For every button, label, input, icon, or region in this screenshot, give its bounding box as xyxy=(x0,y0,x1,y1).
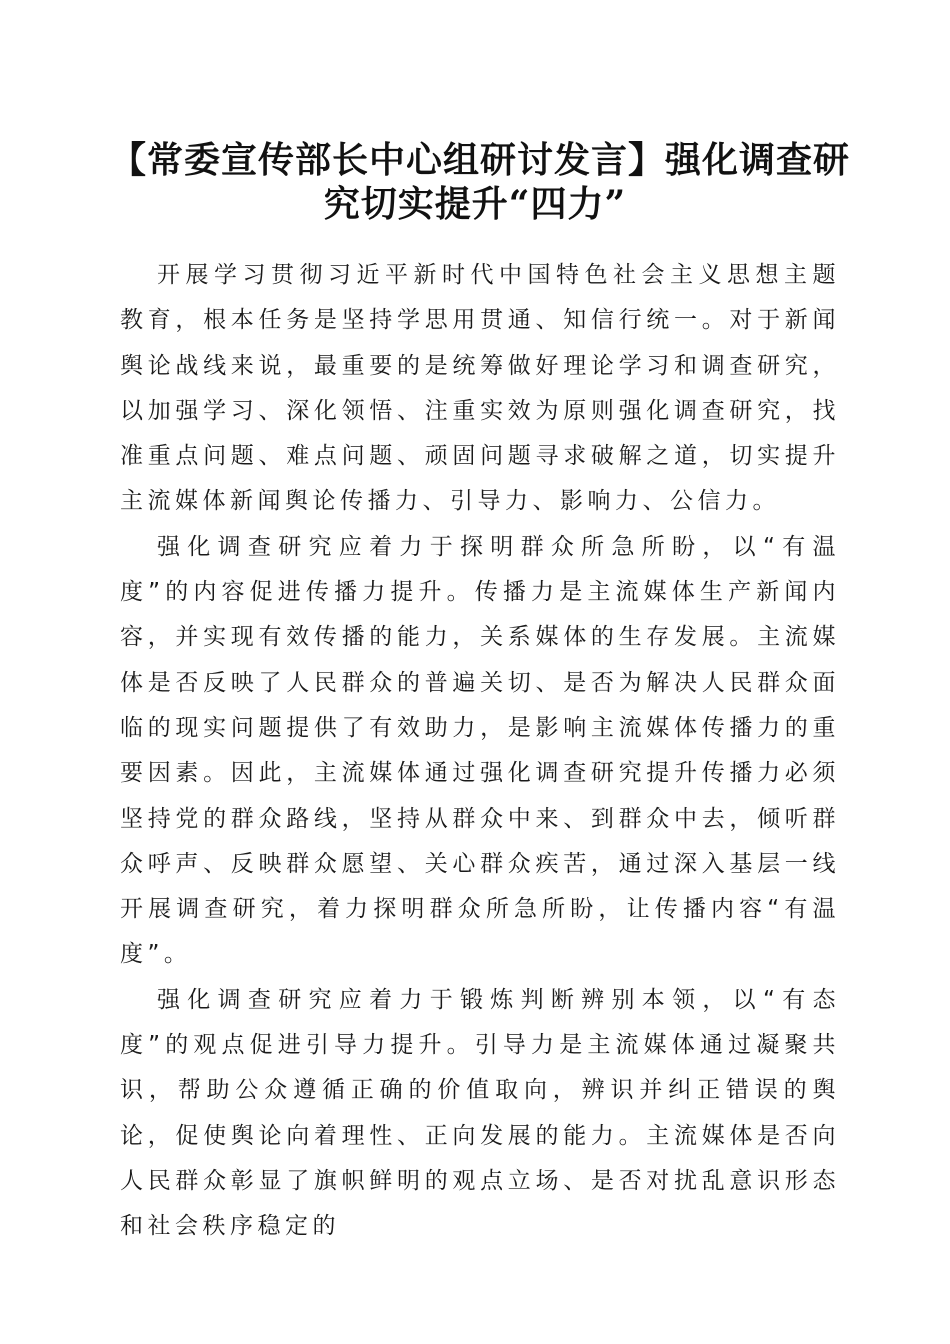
document-title xyxy=(110,138,851,226)
paragraph-2: 强化调查研究应着力于探明群众所急所盼，以“有温度”的内容促进传播力提升。传播力是主流媒体生产新闻内容，并实现有效传播的能力，关系媒体的生存发展。主流媒体是否反映了人民群众的普遍关切、是否为解决人民群众面临的现实问题提供了有效助力，是影响主流媒体传播力的重要因素。因此，主流媒体通过强化调查研究提升传播力必须坚持党的群众路线，坚持从群众中来、到群众中去，倾听群众呼声、反映群众愿望、关心群众疾苦，通过深入基层一线开展调查研究，着力探明群众所急所盼，让传播内容“有温度”。 xyxy=(120,533,840,968)
title-line-1: 【常委宣传部长中心组研讨发言】强化调查研 xyxy=(110,139,851,181)
paragraph-1: 开展学习贯彻习近平新时代中国特色社会主义思想主题教育，根本任务是坚持学思用贯通、知信行统一。对于新闻舆论战线来说，最重要的是统筹做好理论学习和调查研究，以加强学习、深化领悟、注重实效为原则强化调查研究，找准重点问题、难点问题、顽固问题寻求破解之道，切实提升主流媒体新闻舆论传播力、引导力、影响力、公信力。 xyxy=(120,262,840,515)
paragraph-3: 强化调查研究应着力于锻炼判断辨别本领，以“有态度”的观点促进引导力提升。引导力是主流媒体通过凝聚共识，帮助公众遵循正确的价值取向，辨识并纠正错误的舆论，促使舆论向着理性、正向发展的能力。主流媒体是否向人民群众彰显了旗帜鲜明的观点立场、是否对扰乱意识形态和社会秩序稳定的 xyxy=(120,986,840,1240)
title-line-2: 究切实提升“四力” xyxy=(323,183,627,225)
document-body xyxy=(120,253,840,1250)
